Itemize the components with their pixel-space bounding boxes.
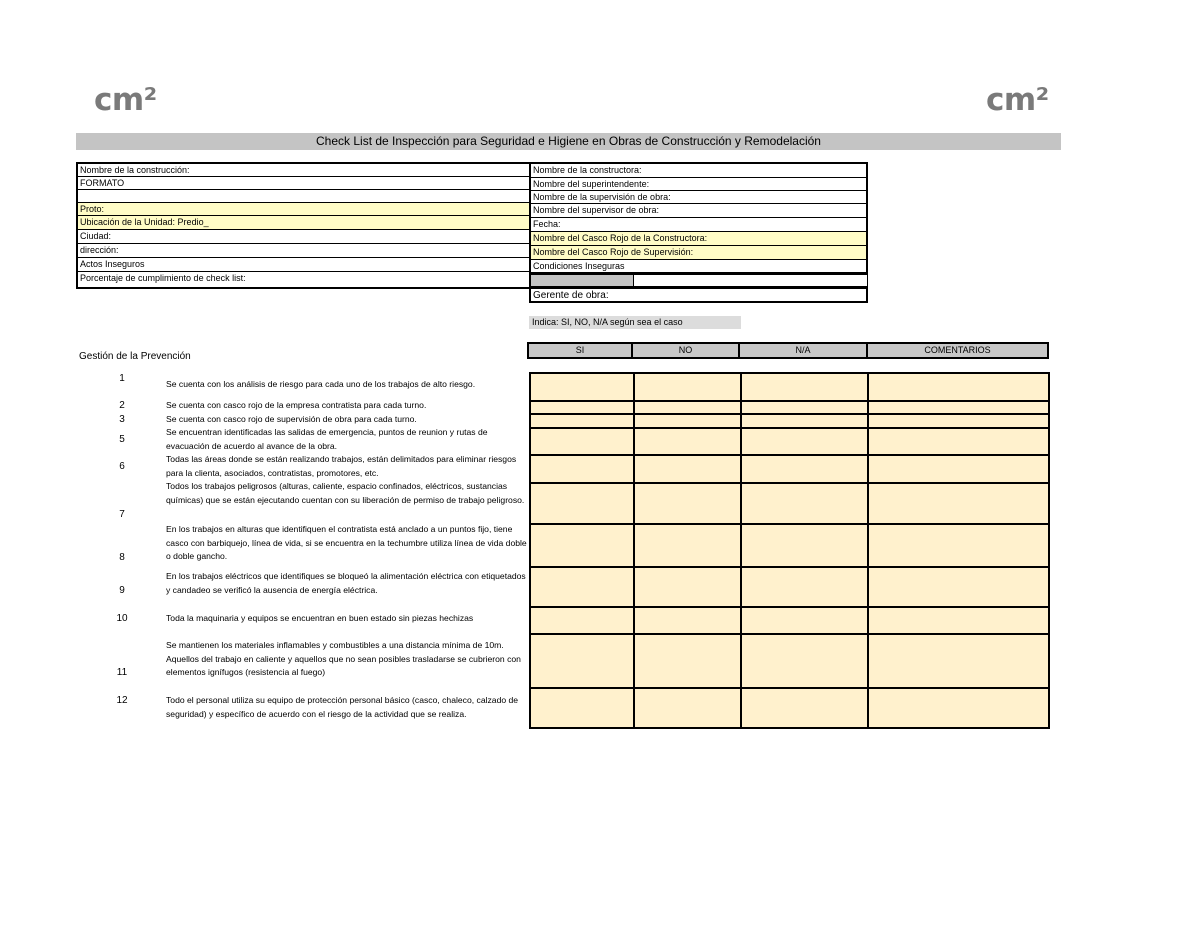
gerente-label: Gerente de obra:: [533, 290, 609, 301]
grid-row-line: [531, 606, 1048, 608]
left-form-row[interactable]: Actos Inseguros: [78, 258, 529, 272]
question-number: 3: [119, 414, 125, 425]
question-text: Se cuenta con casco rojo de la empresa contratista para cada turno.: [166, 400, 427, 410]
answer-grid[interactable]: [529, 372, 1050, 729]
left-form-row[interactable]: FORMATO: [78, 177, 529, 190]
left-form-row[interactable]: Nombre de la construcción:: [78, 164, 529, 177]
question-text: Todas las áreas donde se están realizando trabajos, están delimitados para eliminar riesgos para la clienta, asociados, contratistas, promotores, etc.: [166, 454, 517, 478]
grid-row-line: [531, 413, 1048, 415]
right-form-row[interactable]: Condiciones Inseguras: [533, 261, 625, 271]
grid-row-line: [531, 482, 1048, 484]
question-text: Toda la maquinaria y equipos se encuentran en buen estado sin piezas hechizas: [166, 613, 474, 623]
grid-row-line: [531, 687, 1048, 689]
answer-columns-header: [527, 342, 1049, 359]
question-number: 10: [116, 613, 128, 624]
question-text: En los trabajos eléctricos que identifiques se bloqueó la alimentación eléctrica con etiquetados y candadeo se verificó la ausencia de energía eléctrica.: [166, 571, 526, 595]
question-number: 2: [119, 400, 125, 411]
construction-info-form: [76, 162, 531, 289]
left-form-row[interactable]: Ubicación de la Unidad: Predio_: [78, 216, 529, 230]
gerente-field[interactable]: [529, 287, 868, 303]
question-text: Se encuentran identificadas las salidas de emergencia, puntos de reunion y rutas de evacuación de acuerdo al avance de la obra.: [166, 427, 488, 451]
column-header-si: SI: [529, 344, 633, 357]
right-form-row[interactable]: Fecha:: [531, 218, 866, 232]
question-number: 5: [119, 434, 125, 445]
right-form-row[interactable]: Nombre del superintendente:: [531, 178, 866, 191]
left-form-row[interactable]: Ciudad:: [78, 230, 529, 244]
grid-row-line: [531, 400, 1048, 402]
right-form-row[interactable]: Nombre del Casco Rojo de la Constructora:: [531, 232, 866, 246]
question-text: Todos los trabajos peligrosos (alturas, caliente, espacio confinados, eléctricos, sustancias químicas) que se están ejecutando cuentan con su liberación de permiso de trabajo peligroso.: [166, 481, 525, 505]
question-text: Se cuenta con los análisis de riesgo para cada uno de los trabajos de alto riesgo.: [166, 379, 476, 389]
logo-right: cm²: [986, 82, 1049, 118]
compliance-blank-cell: [634, 274, 868, 287]
grid-row-line: [531, 633, 1048, 635]
left-form-row[interactable]: dirección:: [78, 244, 529, 258]
question-number: 11: [116, 667, 128, 678]
grid-row-line: [531, 427, 1048, 429]
right-form-row[interactable]: Nombre de la constructora:: [531, 164, 866, 178]
right-form-row[interactable]: Nombre del supervisor de obra:: [531, 204, 866, 218]
left-form-row[interactable]: [78, 190, 529, 203]
right-form-row[interactable]: Nombre del Casco Rojo de Supervisión:: [531, 246, 866, 260]
logo-left: cm²: [94, 82, 157, 118]
question-number: 6: [119, 461, 125, 472]
question-number: 1: [119, 373, 125, 384]
column-header-comentarios: COMENTARIOS: [868, 344, 1047, 357]
question-text: En los trabajos en alturas que identifiquen el contratista está anclado a un puntos fijo, tiene casco con barbiquejo, línea de vida, si se encuentra en la techumbre utiliza línea de vida doble o doble gancho.: [166, 524, 527, 561]
column-header-no: NO: [633, 344, 740, 357]
right-form-row[interactable]: Nombre de la supervisión de obra:: [531, 191, 866, 204]
grid-row-line: [531, 454, 1048, 456]
grid-row-line: [531, 566, 1048, 568]
left-form-row[interactable]: Porcentaje de cumplimiento de check list:: [80, 273, 246, 283]
compliance-percentage-value[interactable]: [530, 274, 634, 287]
question-number: 9: [119, 585, 125, 596]
question-text: Todo el personal utiliza su equipo de protección personal básico (casco, chaleco, calzado de seguridad) y específico de acuerdo con el riesgo de la actividad que se realiza.: [166, 695, 519, 719]
question-number: 8: [119, 552, 125, 563]
constructor-info-form: [529, 162, 868, 274]
section-title: Gestión de la Prevención: [79, 351, 191, 362]
question-number: 12: [116, 695, 128, 706]
grid-row-line: [531, 523, 1048, 525]
column-header-na: N/A: [740, 344, 868, 357]
left-form-row[interactable]: Proto:: [78, 203, 529, 216]
question-number: 7: [119, 509, 125, 520]
page-title: Check List de Inspección para Seguridad e Higiene en Obras de Construcción y Remodelación: [76, 133, 1061, 150]
question-text: Se cuenta con casco rojo de supervisión de obra para cada turno.: [166, 414, 417, 424]
question-text: Se mantienen los materiales inflamables y combustibles a una distancia mínima de 10m. Aquellos del trabajo en caliente y aquellos que no sean posibles trasladarse se cubrieron con elementos ignífugos (resistencia al fuego): [166, 640, 521, 677]
index-instruction: Indica: SI, NO, N/A según sea el caso: [529, 316, 741, 329]
